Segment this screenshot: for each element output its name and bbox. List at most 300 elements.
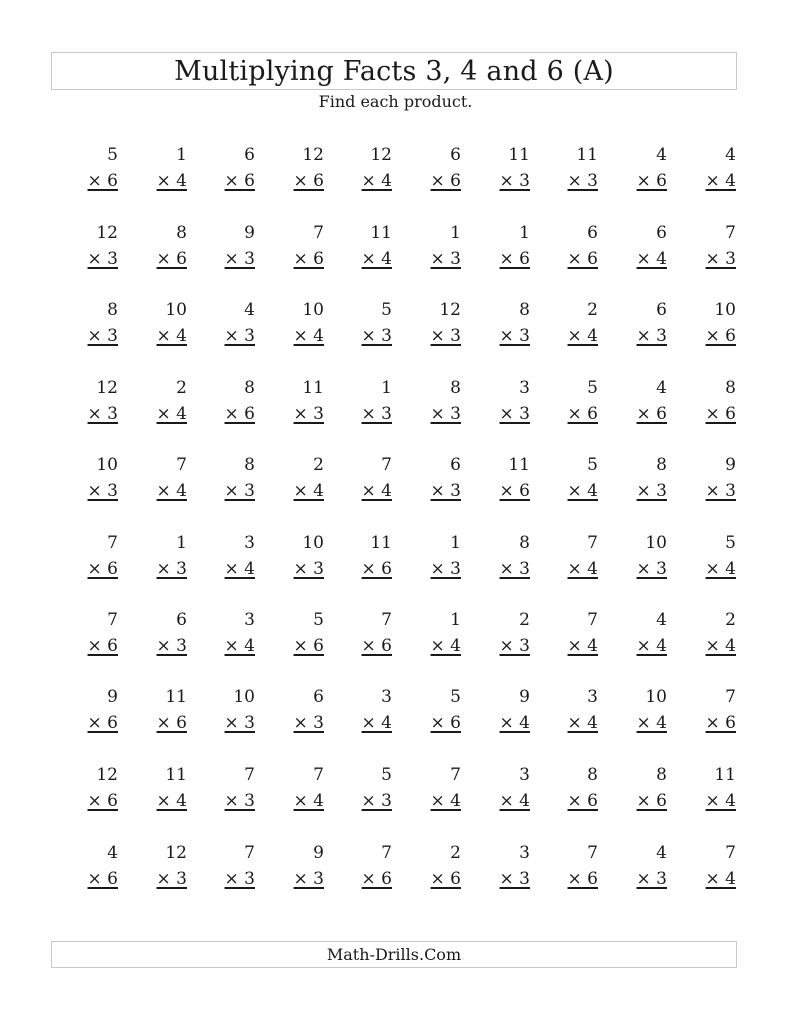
problem-multiplier: × 4 <box>567 481 598 501</box>
problem-multiplicand: 6 <box>587 223 598 243</box>
problem-multiplier: × 4 <box>636 713 667 733</box>
problem <box>484 220 532 272</box>
problem-multiplier: × 3 <box>636 326 667 346</box>
problem <box>346 762 394 814</box>
footer-site: Math-Drills.Com <box>51 941 737 968</box>
problem <box>209 220 257 272</box>
problem <box>346 530 394 582</box>
problem-multiplicand: 4 <box>656 843 667 863</box>
problem-multiplier: × 3 <box>224 869 255 889</box>
problem-multiplicand: 2 <box>587 300 598 320</box>
problem-multiplicand: 6 <box>244 145 255 165</box>
problem-multiplicand: 10 <box>302 300 324 320</box>
problem-multiplicand: 5 <box>313 610 324 630</box>
problem <box>621 530 669 582</box>
problem-multiplicand: 11 <box>508 455 530 475</box>
problem-multiplier: × 4 <box>705 171 736 191</box>
problem <box>415 607 463 659</box>
problem <box>346 607 394 659</box>
problem-multiplier: × 3 <box>361 791 392 811</box>
problem-multiplier: × 3 <box>361 326 392 346</box>
problem-multiplicand: 2 <box>450 843 461 863</box>
problem-multiplicand: 1 <box>450 533 461 553</box>
problem-multiplicand: 7 <box>107 533 118 553</box>
problem-multiplicand: 3 <box>587 687 598 707</box>
problem-multiplicand: 9 <box>313 843 324 863</box>
problem-multiplier: × 3 <box>499 326 530 346</box>
problem <box>484 375 532 427</box>
problem-multiplier: × 3 <box>293 404 324 424</box>
problem-multiplicand: 7 <box>381 455 392 475</box>
problem-multiplier: × 6 <box>156 249 187 269</box>
problem-multiplier: × 3 <box>430 326 461 346</box>
problem-multiplier: × 6 <box>499 249 530 269</box>
problem <box>141 530 189 582</box>
problem-multiplier: × 4 <box>430 791 461 811</box>
problem-multiplicand: 9 <box>519 687 530 707</box>
problem-multiplicand: 6 <box>450 145 461 165</box>
problem <box>621 375 669 427</box>
problem <box>415 840 463 892</box>
problem-multiplicand: 1 <box>381 378 392 398</box>
problem-multiplier: × 6 <box>636 404 667 424</box>
problem-multiplier: × 6 <box>361 869 392 889</box>
problem <box>346 297 394 349</box>
problem-multiplicand: 9 <box>725 455 736 475</box>
problem <box>278 220 326 272</box>
problem-multiplicand: 5 <box>587 455 598 475</box>
problem-multiplicand: 2 <box>313 455 324 475</box>
problem <box>72 762 120 814</box>
problem <box>141 297 189 349</box>
problem-multiplier: × 4 <box>567 559 598 579</box>
problem-multiplicand: 6 <box>313 687 324 707</box>
problem-multiplier: × 4 <box>224 559 255 579</box>
problem <box>72 297 120 349</box>
problem-multiplier: × 6 <box>224 171 255 191</box>
problem <box>552 142 600 194</box>
problem-multiplier: × 4 <box>705 559 736 579</box>
problem-multiplier: × 4 <box>567 326 598 346</box>
problem-multiplier: × 3 <box>705 481 736 501</box>
problem <box>209 530 257 582</box>
problem-multiplicand: 3 <box>519 378 530 398</box>
problem-multiplicand: 5 <box>107 145 118 165</box>
problem <box>72 142 120 194</box>
problem-multiplicand: 3 <box>519 843 530 863</box>
problem <box>621 142 669 194</box>
problem <box>690 607 738 659</box>
problem-multiplier: × 3 <box>156 869 187 889</box>
problem-multiplicand: 9 <box>107 687 118 707</box>
problem <box>552 530 600 582</box>
problem-multiplier: × 4 <box>156 171 187 191</box>
problem <box>209 762 257 814</box>
problem-multiplicand: 1 <box>519 223 530 243</box>
problem-multiplicand: 12 <box>96 223 118 243</box>
problem-multiplier: × 3 <box>430 404 461 424</box>
problem <box>346 142 394 194</box>
problem <box>552 684 600 736</box>
problem <box>72 840 120 892</box>
problem-multiplicand: 4 <box>656 145 667 165</box>
problem-multiplier: × 6 <box>567 869 598 889</box>
problem-multiplicand: 7 <box>381 843 392 863</box>
problem-multiplier: × 3 <box>499 559 530 579</box>
problem-multiplicand: 5 <box>587 378 598 398</box>
problem-multiplicand: 11 <box>302 378 324 398</box>
problem-multiplier: × 6 <box>87 171 118 191</box>
problem-multiplicand: 10 <box>302 533 324 553</box>
problem-multiplier: × 3 <box>293 713 324 733</box>
problem-multiplicand: 4 <box>107 843 118 863</box>
problem-multiplicand: 11 <box>165 687 187 707</box>
problem-multiplier: × 6 <box>430 869 461 889</box>
problem <box>621 452 669 504</box>
problem <box>209 452 257 504</box>
problem <box>72 607 120 659</box>
problem-multiplicand: 5 <box>450 687 461 707</box>
problem-multiplier: × 6 <box>705 326 736 346</box>
problem-multiplier: × 6 <box>293 636 324 656</box>
problem <box>72 375 120 427</box>
problem-multiplicand: 7 <box>176 455 187 475</box>
problem-multiplier: × 6 <box>87 559 118 579</box>
problem <box>415 220 463 272</box>
problem-multiplier: × 3 <box>499 171 530 191</box>
problem-multiplicand: 7 <box>450 765 461 785</box>
problem-multiplicand: 7 <box>725 223 736 243</box>
problem <box>141 684 189 736</box>
problem <box>552 840 600 892</box>
problem-multiplicand: 7 <box>313 223 324 243</box>
problem-multiplicand: 11 <box>714 765 736 785</box>
problem-multiplier: × 4 <box>636 249 667 269</box>
problem-multiplier: × 6 <box>361 636 392 656</box>
problem-multiplier: × 6 <box>430 713 461 733</box>
problem-multiplier: × 3 <box>293 559 324 579</box>
problem-multiplicand: 7 <box>107 610 118 630</box>
problem-multiplicand: 8 <box>244 455 255 475</box>
problem-multiplicand: 10 <box>645 533 667 553</box>
problem-multiplicand: 8 <box>725 378 736 398</box>
problem-multiplier: × 4 <box>361 171 392 191</box>
problem <box>209 142 257 194</box>
problem <box>415 142 463 194</box>
problem-multiplier: × 4 <box>430 636 461 656</box>
problem <box>72 684 120 736</box>
problem-multiplier: × 6 <box>636 171 667 191</box>
problem-multiplicand: 12 <box>96 765 118 785</box>
problem-multiplier: × 6 <box>567 791 598 811</box>
problem <box>209 840 257 892</box>
problem <box>141 375 189 427</box>
problem <box>415 684 463 736</box>
problem-multiplicand: 5 <box>725 533 736 553</box>
problem-multiplicand: 5 <box>381 765 392 785</box>
problem-multiplicand: 10 <box>714 300 736 320</box>
problem <box>209 607 257 659</box>
problem <box>690 220 738 272</box>
problem <box>278 375 326 427</box>
problem <box>552 297 600 349</box>
problem <box>415 452 463 504</box>
problem <box>278 607 326 659</box>
problem-multiplicand: 2 <box>519 610 530 630</box>
problem-multiplicand: 12 <box>165 843 187 863</box>
problem-multiplier: × 4 <box>361 481 392 501</box>
problem <box>141 220 189 272</box>
problem-multiplicand: 7 <box>587 610 598 630</box>
problem-multiplicand: 6 <box>656 300 667 320</box>
problem <box>552 762 600 814</box>
problem-multiplier: × 3 <box>87 404 118 424</box>
problem <box>484 684 532 736</box>
problem-multiplicand: 8 <box>107 300 118 320</box>
problem-multiplier: × 6 <box>87 869 118 889</box>
problem-multiplier: × 6 <box>361 559 392 579</box>
problem <box>72 530 120 582</box>
problem-multiplier: × 3 <box>87 326 118 346</box>
problem <box>346 452 394 504</box>
problem-multiplicand: 11 <box>370 223 392 243</box>
problem-multiplier: × 6 <box>293 249 324 269</box>
problem-multiplicand: 3 <box>381 687 392 707</box>
problem <box>278 142 326 194</box>
problem-multiplicand: 8 <box>587 765 598 785</box>
problem <box>209 375 257 427</box>
problem-multiplier: × 4 <box>567 636 598 656</box>
problem-multiplicand: 10 <box>96 455 118 475</box>
problem-multiplier: × 6 <box>293 171 324 191</box>
problem-multiplicand: 8 <box>450 378 461 398</box>
problem-multiplier: × 3 <box>361 404 392 424</box>
problem-multiplicand: 10 <box>233 687 255 707</box>
problem <box>690 297 738 349</box>
problem-multiplier: × 3 <box>567 171 598 191</box>
problem-multiplier: × 6 <box>87 791 118 811</box>
problem-multiplicand: 7 <box>587 533 598 553</box>
problem-multiplier: × 4 <box>293 326 324 346</box>
problem-multiplier: × 6 <box>499 481 530 501</box>
problem-multiplier: × 3 <box>156 636 187 656</box>
problem <box>690 452 738 504</box>
problem-multiplier: × 3 <box>636 559 667 579</box>
problem <box>621 762 669 814</box>
problem-multiplier: × 4 <box>361 249 392 269</box>
problem-multiplicand: 1 <box>450 223 461 243</box>
problem-multiplier: × 4 <box>705 791 736 811</box>
problem-multiplicand: 8 <box>656 765 667 785</box>
problem-multiplier: × 3 <box>224 481 255 501</box>
problem <box>72 220 120 272</box>
problem-multiplier: × 6 <box>567 404 598 424</box>
problem <box>552 452 600 504</box>
problem-multiplicand: 11 <box>370 533 392 553</box>
problem-multiplier: × 3 <box>224 249 255 269</box>
problem-multiplier: × 6 <box>705 713 736 733</box>
problem <box>484 840 532 892</box>
problem-multiplicand: 10 <box>165 300 187 320</box>
problem-multiplicand: 10 <box>645 687 667 707</box>
problem-multiplicand: 8 <box>519 300 530 320</box>
problem <box>415 762 463 814</box>
problem-multiplier: × 6 <box>430 171 461 191</box>
problem-multiplier: × 3 <box>87 481 118 501</box>
problem <box>484 142 532 194</box>
problem-multiplier: × 4 <box>705 869 736 889</box>
problem <box>209 684 257 736</box>
problem-multiplier: × 3 <box>430 481 461 501</box>
problem <box>141 452 189 504</box>
problem <box>690 142 738 194</box>
problem-multiplier: × 3 <box>87 249 118 269</box>
problem <box>72 452 120 504</box>
problem-multiplicand: 7 <box>244 765 255 785</box>
problem <box>141 762 189 814</box>
problem <box>278 684 326 736</box>
problem-multiplicand: 8 <box>519 533 530 553</box>
problem-multiplicand: 6 <box>176 610 187 630</box>
problem-multiplicand: 12 <box>370 145 392 165</box>
problem-multiplier: × 4 <box>156 791 187 811</box>
problem-multiplicand: 1 <box>450 610 461 630</box>
problem-multiplicand: 8 <box>176 223 187 243</box>
problem <box>621 684 669 736</box>
problem-multiplier: × 6 <box>156 713 187 733</box>
problem <box>621 297 669 349</box>
problem-multiplier: × 3 <box>499 636 530 656</box>
problem-multiplier: × 4 <box>293 791 324 811</box>
problem-multiplicand: 6 <box>450 455 461 475</box>
problem-multiplier: × 3 <box>224 713 255 733</box>
problem <box>484 530 532 582</box>
problem-multiplicand: 7 <box>313 765 324 785</box>
problem-multiplicand: 2 <box>725 610 736 630</box>
problem <box>415 375 463 427</box>
problem <box>278 452 326 504</box>
instructions: Find each product. <box>318 92 473 111</box>
problem <box>621 220 669 272</box>
problem <box>552 220 600 272</box>
problem-multiplier: × 6 <box>567 249 598 269</box>
problem-multiplier: × 4 <box>636 636 667 656</box>
problem-multiplier: × 3 <box>430 559 461 579</box>
problem-multiplier: × 4 <box>156 326 187 346</box>
problem-multiplicand: 11 <box>508 145 530 165</box>
problem-multiplier: × 3 <box>156 559 187 579</box>
problem-multiplier: × 3 <box>499 869 530 889</box>
problem-multiplicand: 2 <box>176 378 187 398</box>
problem-multiplier: × 3 <box>636 869 667 889</box>
problem-multiplicand: 7 <box>381 610 392 630</box>
problem-multiplicand: 3 <box>244 610 255 630</box>
problem-multiplier: × 6 <box>87 713 118 733</box>
worksheet-title: Multiplying Facts 3, 4 and 6 (A) <box>51 52 737 90</box>
problem-multiplier: × 4 <box>293 481 324 501</box>
problem-multiplicand: 8 <box>244 378 255 398</box>
problem-multiplicand: 6 <box>656 223 667 243</box>
problem-multiplicand: 5 <box>381 300 392 320</box>
problem <box>484 452 532 504</box>
problem-multiplicand: 4 <box>244 300 255 320</box>
problem-multiplicand: 3 <box>519 765 530 785</box>
problem-multiplier: × 4 <box>567 713 598 733</box>
problem-multiplier: × 4 <box>361 713 392 733</box>
problem-multiplicand: 12 <box>439 300 461 320</box>
problem-multiplier: × 6 <box>224 404 255 424</box>
problem-multiplier: × 4 <box>224 636 255 656</box>
problem <box>552 375 600 427</box>
problem <box>346 684 394 736</box>
problem-multiplicand: 1 <box>176 145 187 165</box>
problem-multiplicand: 4 <box>725 145 736 165</box>
problem <box>278 840 326 892</box>
problem-multiplier: × 3 <box>705 249 736 269</box>
problem <box>346 375 394 427</box>
problem-multiplicand: 7 <box>725 843 736 863</box>
problem-multiplicand: 9 <box>244 223 255 243</box>
problem-multiplier: × 3 <box>430 249 461 269</box>
problem-multiplier: × 3 <box>293 869 324 889</box>
problem <box>415 297 463 349</box>
problem-multiplicand: 1 <box>176 533 187 553</box>
problem-multiplier: × 4 <box>705 636 736 656</box>
problem-multiplicand: 8 <box>656 455 667 475</box>
problem-multiplier: × 3 <box>224 326 255 346</box>
problem-multiplier: × 3 <box>636 481 667 501</box>
problem <box>552 607 600 659</box>
problem <box>690 840 738 892</box>
problem-multiplier: × 4 <box>156 404 187 424</box>
problem <box>690 762 738 814</box>
problem <box>141 840 189 892</box>
problem-multiplicand: 4 <box>656 610 667 630</box>
problem <box>278 762 326 814</box>
problem <box>278 530 326 582</box>
problem-multiplicand: 3 <box>244 533 255 553</box>
problem <box>346 220 394 272</box>
problem-multiplicand: 7 <box>725 687 736 707</box>
problem <box>690 530 738 582</box>
problem-multiplicand: 7 <box>587 843 598 863</box>
problem-multiplier: × 4 <box>499 713 530 733</box>
problem <box>621 607 669 659</box>
problem-multiplicand: 12 <box>302 145 324 165</box>
problem-multiplier: × 4 <box>156 481 187 501</box>
problem <box>484 607 532 659</box>
problem-multiplier: × 6 <box>87 636 118 656</box>
problem-multiplier: × 6 <box>705 404 736 424</box>
problem-multiplier: × 6 <box>636 791 667 811</box>
problem <box>621 840 669 892</box>
problem-multiplicand: 12 <box>96 378 118 398</box>
problem <box>141 607 189 659</box>
problem <box>141 142 189 194</box>
problem <box>415 530 463 582</box>
problem-multiplicand: 11 <box>165 765 187 785</box>
problem-multiplicand: 4 <box>656 378 667 398</box>
problem-multiplier: × 3 <box>499 404 530 424</box>
problem-multiplier: × 3 <box>224 791 255 811</box>
problem <box>484 762 532 814</box>
problem-multiplicand: 7 <box>244 843 255 863</box>
problem <box>209 297 257 349</box>
problem <box>484 297 532 349</box>
problem <box>278 297 326 349</box>
problem-multiplicand: 11 <box>576 145 598 165</box>
problem <box>690 684 738 736</box>
